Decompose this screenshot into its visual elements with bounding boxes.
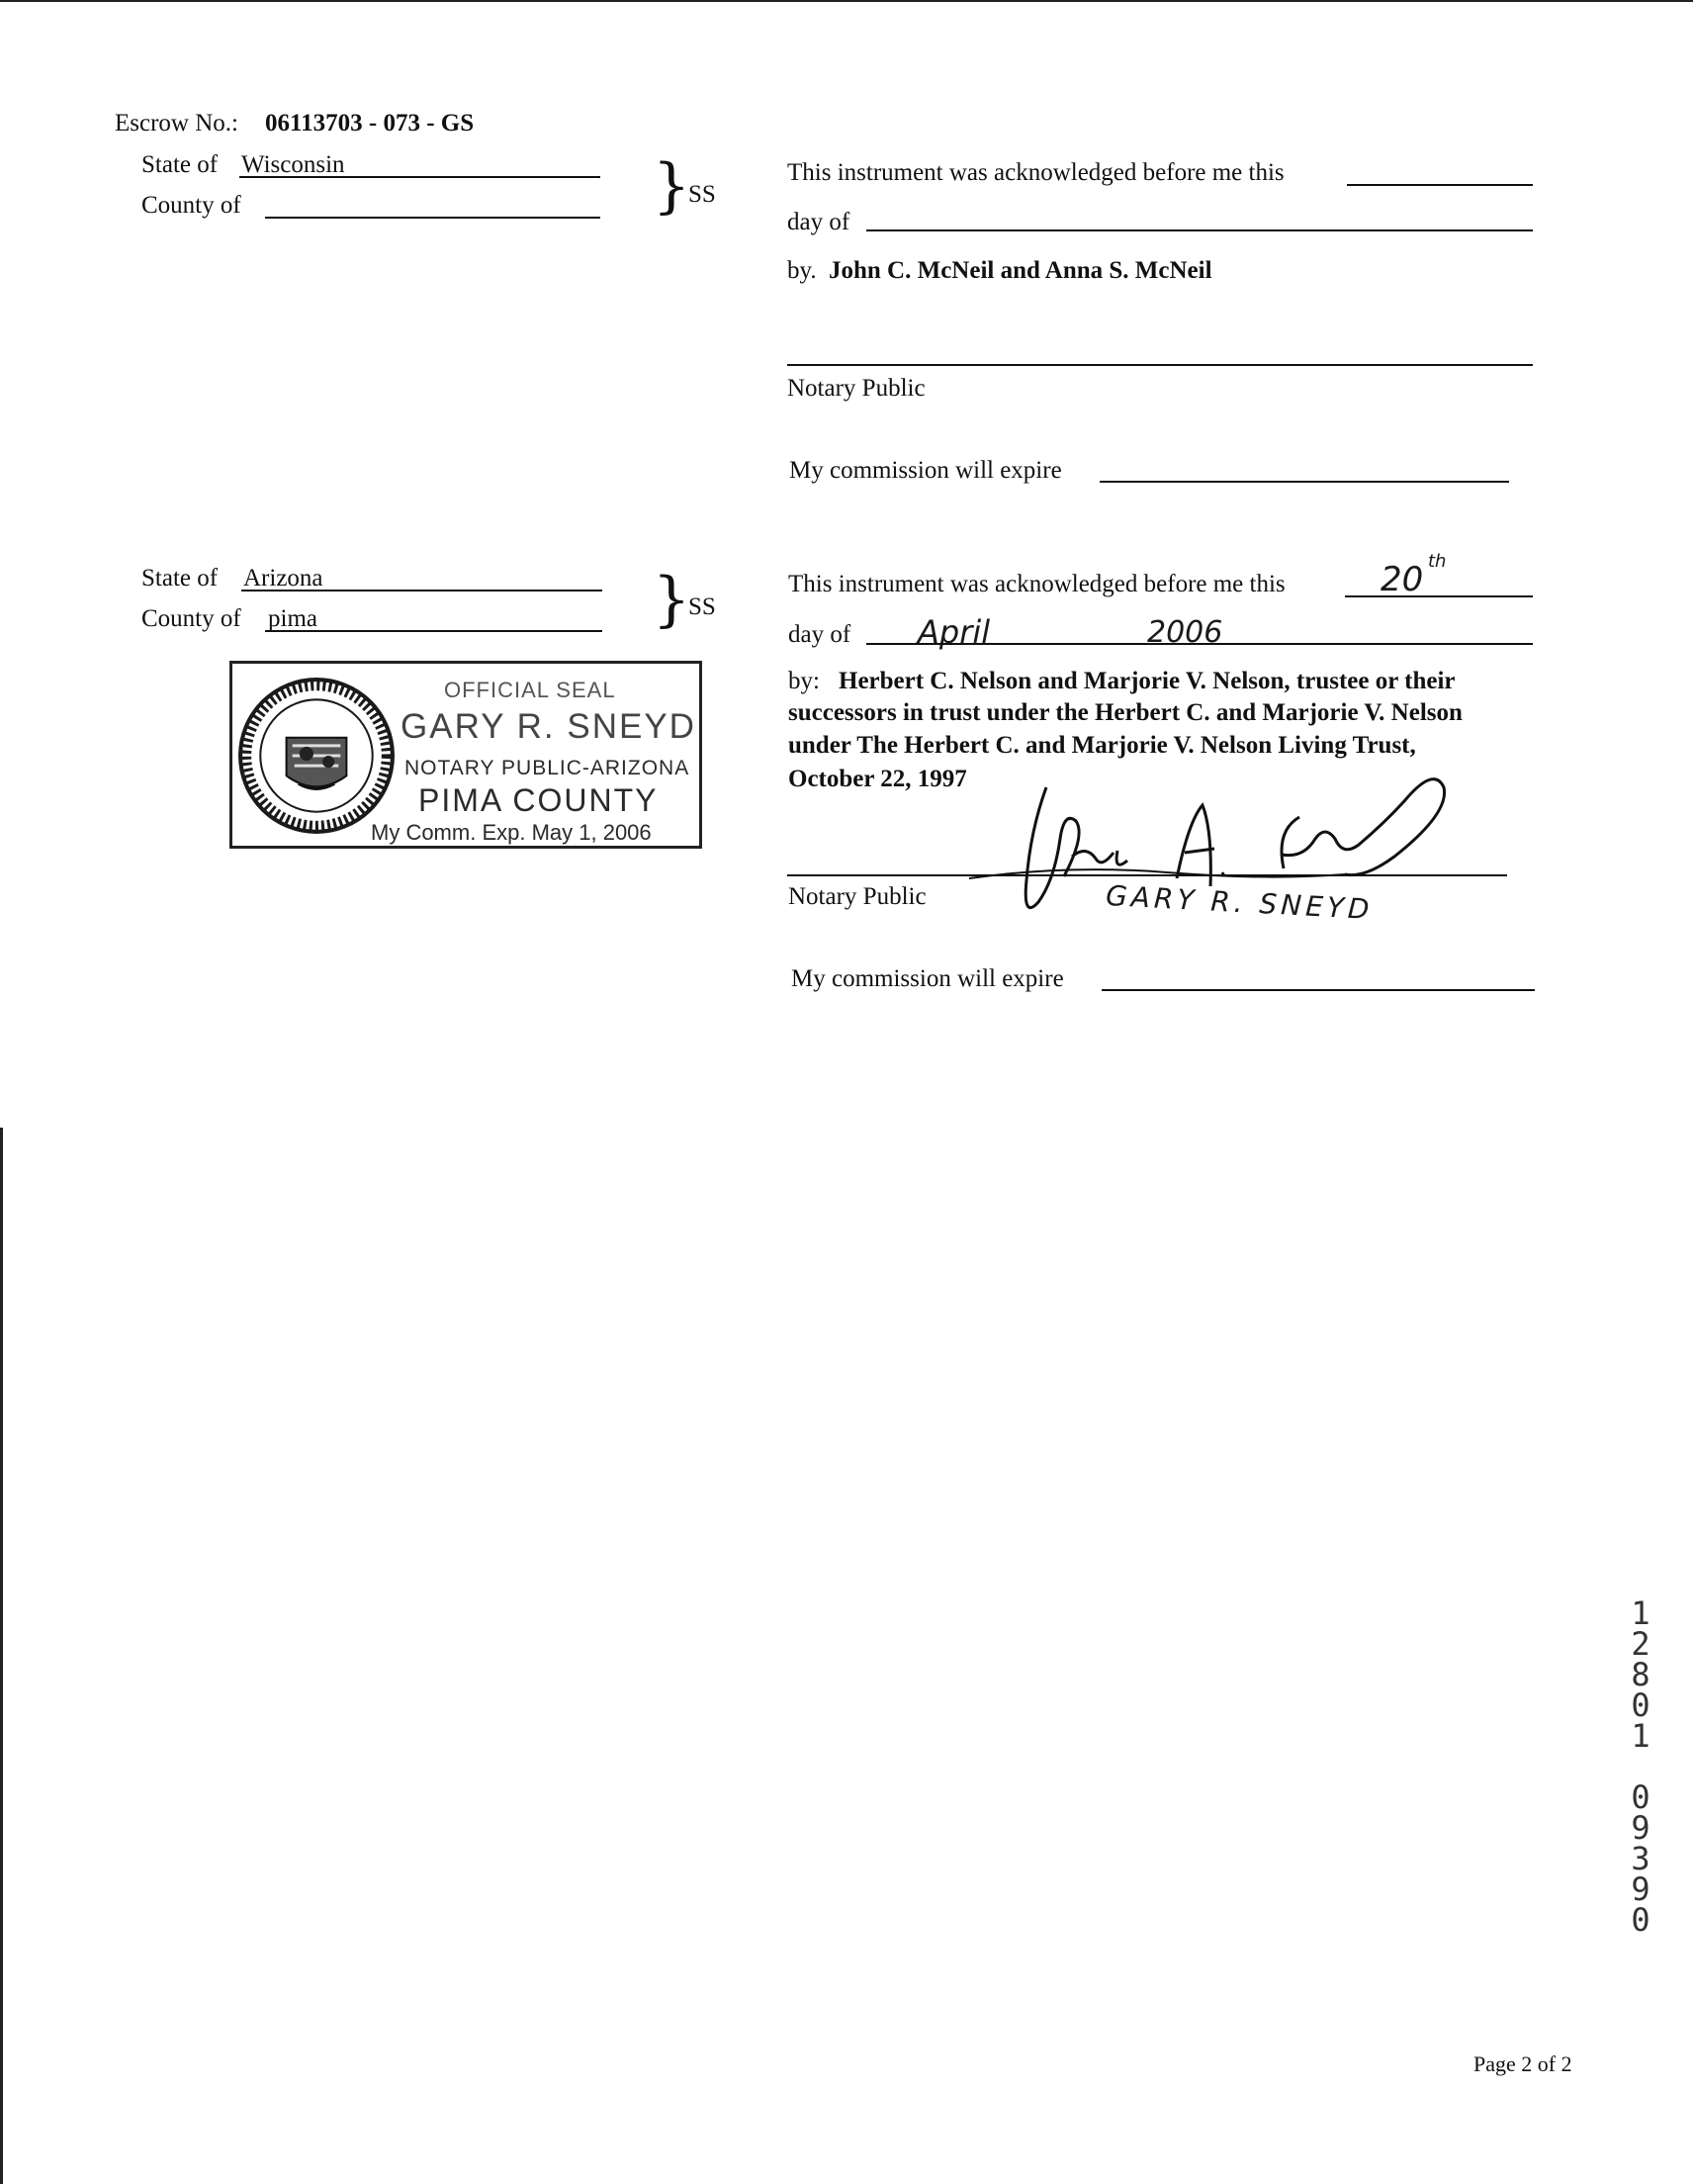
block2-state-label: State of <box>141 565 219 592</box>
block2-commission-label: My commission will expire <box>791 965 1064 992</box>
block1-state-line <box>239 176 600 178</box>
escrow-number: 06113703 - 073 - GS <box>265 110 475 136</box>
block1-notary-signature-line <box>787 364 1533 366</box>
block2-by-line1: Herbert C. Nelson and Marjorie V. Nelson, trustee or their <box>839 668 1456 694</box>
seal-line-official: OFFICIAL SEAL <box>444 678 616 702</box>
block1-commission-line <box>1100 481 1509 483</box>
block2-by-line2: successors in trust under the Herbert C. and Marjorie V. Nelson <box>788 699 1463 726</box>
escrow-label: Escrow No.: <box>115 110 238 136</box>
block2-by-line3: under The Herbert C. and Marjorie V. Nelson Living Trust, <box>788 732 1416 759</box>
block1-state-label: State of <box>141 151 219 178</box>
seal-line-county: PIMA COUNTY <box>418 782 659 818</box>
scan-edge-top <box>0 0 1693 2</box>
block2-ack-day-line <box>1345 595 1533 597</box>
block2-day-of-month: April <box>918 613 991 651</box>
block2-state-value: Arizona <box>243 565 323 592</box>
block1-state-value: Wisconsin <box>241 151 345 178</box>
notary-signature <box>969 762 1523 950</box>
side-document-number: 1 2 8 0 1 0 9 3 9 0 <box>1631 1594 1650 1939</box>
block2-state-line <box>241 590 602 592</box>
block1-day-of-label: day of <box>787 209 850 235</box>
block1-county-line <box>265 217 600 219</box>
block2-notary-signature-line <box>787 874 1507 876</box>
block2-brace: } <box>653 565 691 634</box>
block2-county-line <box>265 630 602 632</box>
block1-ack-text: This instrument was acknowledged before me this <box>787 159 1285 186</box>
block2-by-line4: October 22, 1997 <box>788 766 967 792</box>
block2-ack-day-value: 20 <box>1381 560 1424 599</box>
block2-day-of-year: 2006 <box>1147 615 1223 650</box>
block2-notary-label: Notary Public <box>788 883 927 910</box>
seal-line-name: GARY R. SNEYD <box>401 707 696 746</box>
block2-printed-name: GARY R. SNEYD <box>1105 878 1375 927</box>
block1-by-label: by. <box>787 257 817 284</box>
seal-line-notary: NOTARY PUBLIC-ARIZONA <box>404 757 690 779</box>
block1-ack-day-line <box>1347 184 1533 186</box>
block2-ack-text: This instrument was acknowledged before me this <box>788 571 1286 597</box>
block2-day-of-line <box>866 643 1533 645</box>
block1-notary-label: Notary Public <box>787 375 926 402</box>
block1-ss: SS <box>688 181 716 208</box>
arizona-state-seal-icon <box>236 676 397 836</box>
block1-county-label: County of <box>141 192 241 219</box>
block2-by-label: by: <box>788 668 820 694</box>
notary-seal-stamp <box>229 661 702 849</box>
block2-ack-day-suffix: th <box>1428 551 1447 572</box>
block2-commission-line <box>1102 989 1535 991</box>
block1-commission-label: My commission will expire <box>789 457 1062 484</box>
block1-day-of-line <box>866 229 1533 231</box>
block1-by-names: John C. McNeil and Anna S. McNeil <box>829 257 1212 284</box>
block2-ss: SS <box>688 593 716 620</box>
block1-brace: } <box>653 151 691 221</box>
scan-edge-left <box>0 1128 3 2184</box>
block2-county-value: pima <box>268 605 317 632</box>
page-number: Page 2 of 2 <box>1473 2051 1572 2076</box>
block2-day-of-label: day of <box>788 621 851 648</box>
block2-county-label: County of <box>141 605 241 632</box>
seal-line-exp: My Comm. Exp. May 1, 2006 <box>371 820 652 845</box>
